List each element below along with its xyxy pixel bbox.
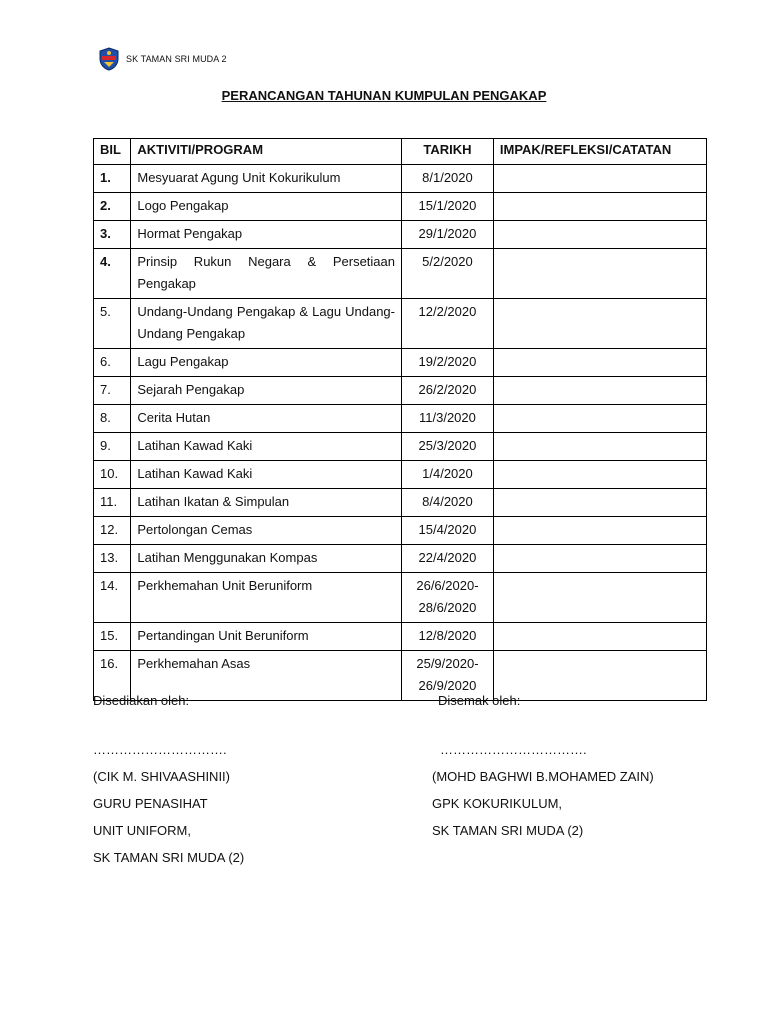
row-date: 26/6/2020-28/6/2020 <box>402 573 494 623</box>
row-date: 25/9/2020-26/9/2020 <box>402 651 494 701</box>
table-header-row <box>94 139 707 165</box>
table-row <box>94 623 707 651</box>
row-activity: Pertolongan Cemas <box>131 517 402 545</box>
row-number: 1. <box>94 165 131 193</box>
school-crest-icon <box>98 47 120 71</box>
row-date: 26/2/2020 <box>402 377 494 405</box>
row-notes <box>493 221 706 249</box>
table-row <box>94 405 707 433</box>
row-date: 15/1/2020 <box>402 193 494 221</box>
row-number: 6. <box>94 349 131 377</box>
row-notes <box>493 433 706 461</box>
row-notes <box>493 405 706 433</box>
checked-by-title: GPK KOKURIKULUM, <box>432 796 563 811</box>
table-row <box>94 349 707 377</box>
row-number: 12. <box>94 517 131 545</box>
column-header-activity: AKTIVITI/PROGRAM <box>131 139 402 165</box>
row-date: 1/4/2020 <box>402 461 494 489</box>
prepared-by-signature-line: …………………………. <box>93 742 227 757</box>
row-activity: Logo Pengakap <box>131 193 402 221</box>
row-number: 16. <box>94 651 131 701</box>
row-notes <box>493 377 706 405</box>
row-activity: Perkhemahan Asas <box>131 651 402 701</box>
checked-by-block <box>432 687 654 844</box>
row-notes <box>493 517 706 545</box>
row-notes <box>493 623 706 651</box>
row-activity: Latihan Menggunakan Kompas <box>131 545 402 573</box>
table-row <box>94 489 707 517</box>
row-notes <box>493 249 706 299</box>
row-number: 15. <box>94 623 131 651</box>
checked-by-name: (MOHD BAGHWI B.MOHAMED ZAIN) <box>432 769 654 784</box>
row-notes <box>493 193 706 221</box>
row-activity: Undang-Undang Pengakap & Lagu Undang-Undang Pengakap <box>131 299 402 349</box>
table-row <box>94 461 707 489</box>
row-number: 13. <box>94 545 131 573</box>
table-row <box>94 433 707 461</box>
prepared-by-label: Disediakan oleh: <box>93 693 190 708</box>
prepared-by-school: SK TAMAN SRI MUDA (2) <box>93 850 245 865</box>
row-notes <box>493 349 706 377</box>
row-activity: Prinsip Rukun Negara & Persetiaan Pengakap <box>131 249 402 299</box>
row-date: 29/1/2020 <box>402 221 494 249</box>
row-notes <box>493 545 706 573</box>
table-row <box>94 165 707 193</box>
row-number: 8. <box>94 405 131 433</box>
row-activity: Perkhemahan Unit Beruniform <box>131 573 402 623</box>
row-activity: Pertandingan Unit Beruniform <box>131 623 402 651</box>
row-number: 2. <box>94 193 131 221</box>
row-notes <box>493 299 706 349</box>
page-title: PERANCANGAN TAHUNAN KUMPULAN PENGAKAP <box>221 88 547 103</box>
row-date: 25/3/2020 <box>402 433 494 461</box>
table-row <box>94 193 707 221</box>
row-date: 12/2/2020 <box>402 299 494 349</box>
row-notes <box>493 461 706 489</box>
school-name-header: SK TAMAN SRI MUDA 2 <box>126 54 227 64</box>
prepared-by-block <box>93 687 244 871</box>
row-date: 8/4/2020 <box>402 489 494 517</box>
row-number: 3. <box>94 221 131 249</box>
column-header-notes: IMPAK/REFLEKSI/CATATAN <box>493 139 706 165</box>
column-header-bil: BIL <box>94 139 131 165</box>
checked-by-label: Disemak oleh: <box>438 693 521 708</box>
row-date: 8/1/2020 <box>402 165 494 193</box>
row-activity: Lagu Pengakap <box>131 349 402 377</box>
row-date: 11/3/2020 <box>402 405 494 433</box>
table-row <box>94 517 707 545</box>
table-row <box>94 573 707 623</box>
row-number: 10. <box>94 461 131 489</box>
annual-plan-table <box>93 138 707 701</box>
row-notes <box>493 573 706 623</box>
checked-by-school: SK TAMAN SRI MUDA (2) <box>432 823 584 838</box>
row-number: 5. <box>94 299 131 349</box>
row-activity: Cerita Hutan <box>131 405 402 433</box>
row-activity: Latihan Kawad Kaki <box>131 461 402 489</box>
row-notes <box>493 489 706 517</box>
row-activity: Hormat Pengakap <box>131 221 402 249</box>
row-activity: Mesyuarat Agung Unit Kokurikulum <box>131 165 402 193</box>
checked-by-signature-line: ……………………………. <box>440 742 587 757</box>
table-row <box>94 377 707 405</box>
prepared-by-name: (CIK M. SHIVAASHINII) <box>93 769 230 784</box>
row-activity: Sejarah Pengakap <box>131 377 402 405</box>
row-number: 11. <box>94 489 131 517</box>
table-row <box>94 221 707 249</box>
row-notes <box>493 165 706 193</box>
row-number: 9. <box>94 433 131 461</box>
prepared-by-unit: UNIT UNIFORM, <box>93 823 191 838</box>
row-date: 12/8/2020 <box>402 623 494 651</box>
row-date: 22/4/2020 <box>402 545 494 573</box>
row-date: 19/2/2020 <box>402 349 494 377</box>
column-header-date: TARIKH <box>402 139 494 165</box>
document-header <box>98 46 227 72</box>
table-row <box>94 545 707 573</box>
table-row <box>94 299 707 349</box>
row-number: 4. <box>94 249 131 299</box>
row-date: 15/4/2020 <box>402 517 494 545</box>
row-activity: Latihan Ikatan & Simpulan <box>131 489 402 517</box>
row-number: 7. <box>94 377 131 405</box>
prepared-by-title: GURU PENASIHAT <box>93 796 208 811</box>
row-activity: Latihan Kawad Kaki <box>131 433 402 461</box>
row-number: 14. <box>94 573 131 623</box>
table-row <box>94 249 707 299</box>
row-date: 5/2/2020 <box>402 249 494 299</box>
